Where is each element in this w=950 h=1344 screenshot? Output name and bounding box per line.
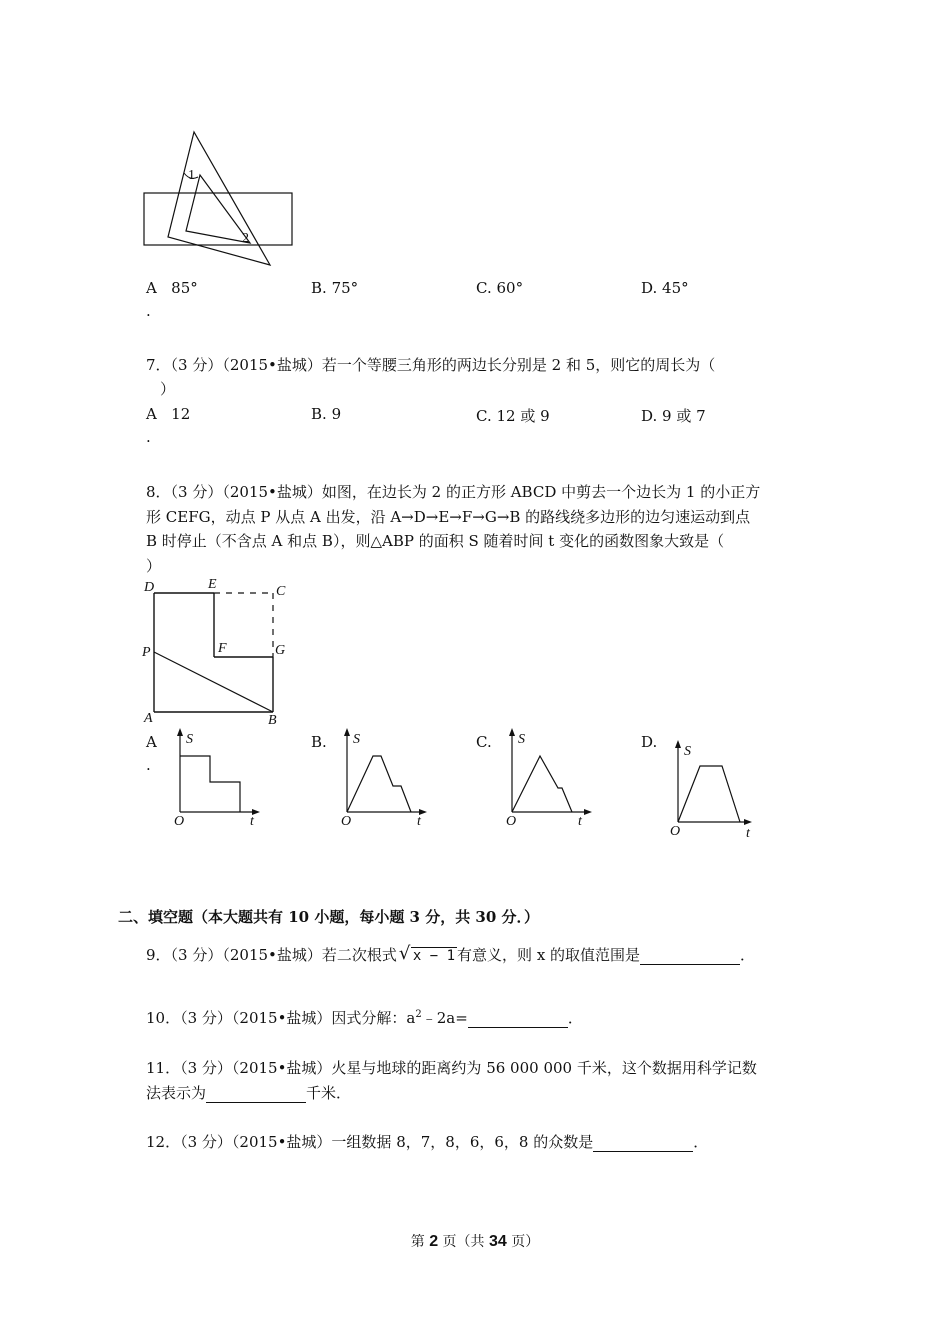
graph-curve: [678, 766, 740, 822]
y-arrow-icon: [344, 728, 350, 736]
label-A: A: [144, 711, 153, 726]
q8-option-b[interactable]: B.: [311, 733, 327, 751]
y-arrow-icon: [177, 728, 183, 736]
q6-angle1-label: 1: [188, 168, 195, 183]
q8-stem-line4: ）: [146, 557, 162, 575]
q10-after: ﹣2a=: [421, 1009, 468, 1027]
y-arrow-icon: [675, 740, 681, 748]
label-F: F: [218, 641, 227, 656]
option-letter: C.: [476, 407, 492, 425]
q10-sup: 2: [415, 1009, 422, 1020]
q10-line: [146, 1007, 583, 1028]
q9-before: 9．（3 分）（2015•盐城）若二次根式: [146, 946, 397, 964]
footer-p2: 页（共: [438, 1234, 489, 1250]
label-G: G: [275, 643, 286, 658]
q8-stem-line1: 8．（3 分）（2015•盐城）如图，在边长为 2 的正方形 ABCD 中剪去一个边长为 1 的小正方: [146, 483, 761, 501]
q9-end: ．: [740, 946, 756, 964]
option-text: 75°: [331, 279, 359, 297]
option-text: 9: [331, 405, 342, 423]
x-label: t: [250, 814, 254, 829]
q11-line2-after: 千米．: [306, 1084, 352, 1102]
option-text: 12: [171, 405, 191, 423]
sqrt-icon: √: [398, 943, 411, 964]
x-arrow-icon: [744, 819, 752, 825]
q9-after: 有意义，则 x 的取值范围是: [457, 946, 641, 964]
x-label: t: [578, 814, 582, 829]
q8-stem-line3: B 时停止（不含点 A 和点 B），则△ABP 的面积 S 随着时间 t 变化的函数图象大致是（: [146, 532, 725, 550]
label-D: D: [144, 580, 155, 595]
q12-end: ．: [693, 1133, 709, 1151]
option-letter: B.: [311, 405, 327, 423]
label-E: E: [208, 577, 217, 592]
q8-graph-a[interactable]: [170, 726, 270, 830]
q6-option-d[interactable]: [641, 279, 689, 297]
option-dot: .: [146, 756, 151, 774]
q7-option-a[interactable]: [146, 405, 190, 423]
segment-PB: [154, 652, 273, 712]
q6-option-c[interactable]: [476, 279, 523, 297]
option-text: 60°: [496, 279, 524, 297]
q6-option-b[interactable]: [311, 279, 358, 297]
y-arrow-icon: [509, 728, 515, 736]
q7-option-b[interactable]: [311, 405, 341, 423]
origin-label: O: [341, 814, 352, 829]
q7-option-c[interactable]: [476, 405, 550, 426]
q9-answer-blank[interactable]: [640, 946, 740, 965]
option-text: 85°: [171, 279, 198, 297]
label-B: B: [268, 713, 277, 728]
q9-radicand: x − 1: [412, 948, 456, 964]
x-label: t: [746, 826, 750, 841]
q9-line: [146, 944, 755, 965]
y-label: S: [518, 732, 525, 747]
q11-line2-before: 法表示为: [146, 1084, 207, 1102]
graph-curve: [180, 756, 240, 812]
q7-stem-line2: ）: [160, 380, 176, 398]
q6-option-a[interactable]: [146, 279, 198, 297]
origin-label: O: [506, 814, 517, 829]
q6-figure: [140, 125, 310, 275]
option-letter: A: [146, 405, 157, 423]
option-dot: .: [146, 302, 151, 320]
q6-angle2-label: 2: [242, 231, 249, 246]
option-letter: D.: [641, 279, 658, 297]
q8-option-d[interactable]: D.: [641, 733, 658, 751]
graph-curve: [512, 756, 572, 812]
q10-answer-blank[interactable]: [468, 1009, 568, 1028]
section2-heading: 二、填空题（本大题共有 10 小题，每小题 3 分，共 30 分．）: [118, 908, 540, 926]
q8-stem-line2: 形 CEFG，动点 P 从点 A 出发，沿 A→D→E→F→G→B 的路线绕多边形的边匀速运动到点: [146, 508, 751, 526]
option-dot: .: [146, 428, 151, 446]
q7-stem-line1: 7．（3 分）（2015•盐城）若一个等腰三角形的两边长分别是 2 和 5，则它的周长为（: [146, 356, 716, 374]
footer-total-pages: 34: [489, 1233, 507, 1250]
option-letter: D.: [641, 407, 658, 425]
q10-before: 10．（3 分）（2015•盐城）因式分解：a: [146, 1009, 416, 1027]
x-label: t: [417, 814, 421, 829]
graph-curve: [347, 756, 411, 812]
origin-label: O: [174, 814, 185, 829]
option-letter: A: [146, 279, 157, 297]
y-label: S: [186, 732, 193, 747]
q8-option-a[interactable]: A: [146, 733, 157, 751]
label-P: P: [142, 645, 151, 660]
q10-end: ．: [567, 1009, 583, 1027]
label-C: C: [276, 584, 286, 599]
q8-graph-d[interactable]: [668, 738, 768, 842]
q11-line2: [146, 1082, 351, 1103]
q7-option-d[interactable]: [641, 405, 706, 426]
x-arrow-icon: [584, 809, 592, 815]
y-label: S: [684, 744, 691, 759]
q8-graph-b[interactable]: [337, 726, 437, 830]
y-label: S: [353, 732, 360, 747]
q12-before: 12．（3 分）（2015•盐城）一组数据 8，7，8，6，6，8 的众数是: [146, 1133, 594, 1151]
footer-page-number: 2: [429, 1233, 439, 1250]
option-letter: B.: [311, 279, 327, 297]
q8-option-c[interactable]: C.: [476, 733, 492, 751]
option-text: 12 或 9: [496, 407, 550, 425]
option-letter: C.: [476, 279, 492, 297]
footer-p3: 页）: [506, 1234, 540, 1250]
q11-answer-blank[interactable]: [206, 1084, 306, 1103]
q8-graph-c[interactable]: [502, 726, 602, 830]
q6-small-triangle: [186, 175, 250, 243]
q9-sqrt: [398, 943, 457, 964]
option-text: 9 或 7: [662, 407, 706, 425]
q12-line: [146, 1131, 708, 1152]
page-footer: [0, 1231, 950, 1251]
q12-answer-blank[interactable]: [593, 1133, 693, 1152]
option-text: 45°: [662, 279, 689, 297]
q11-line1: 11．（3 分）（2015•盐城）火星与地球的距离约为 56 000 000 千米，这个数据用科学记数: [146, 1059, 757, 1077]
footer-p1: 第: [410, 1234, 430, 1250]
origin-label: O: [670, 824, 681, 839]
q8-figure: [140, 576, 300, 728]
